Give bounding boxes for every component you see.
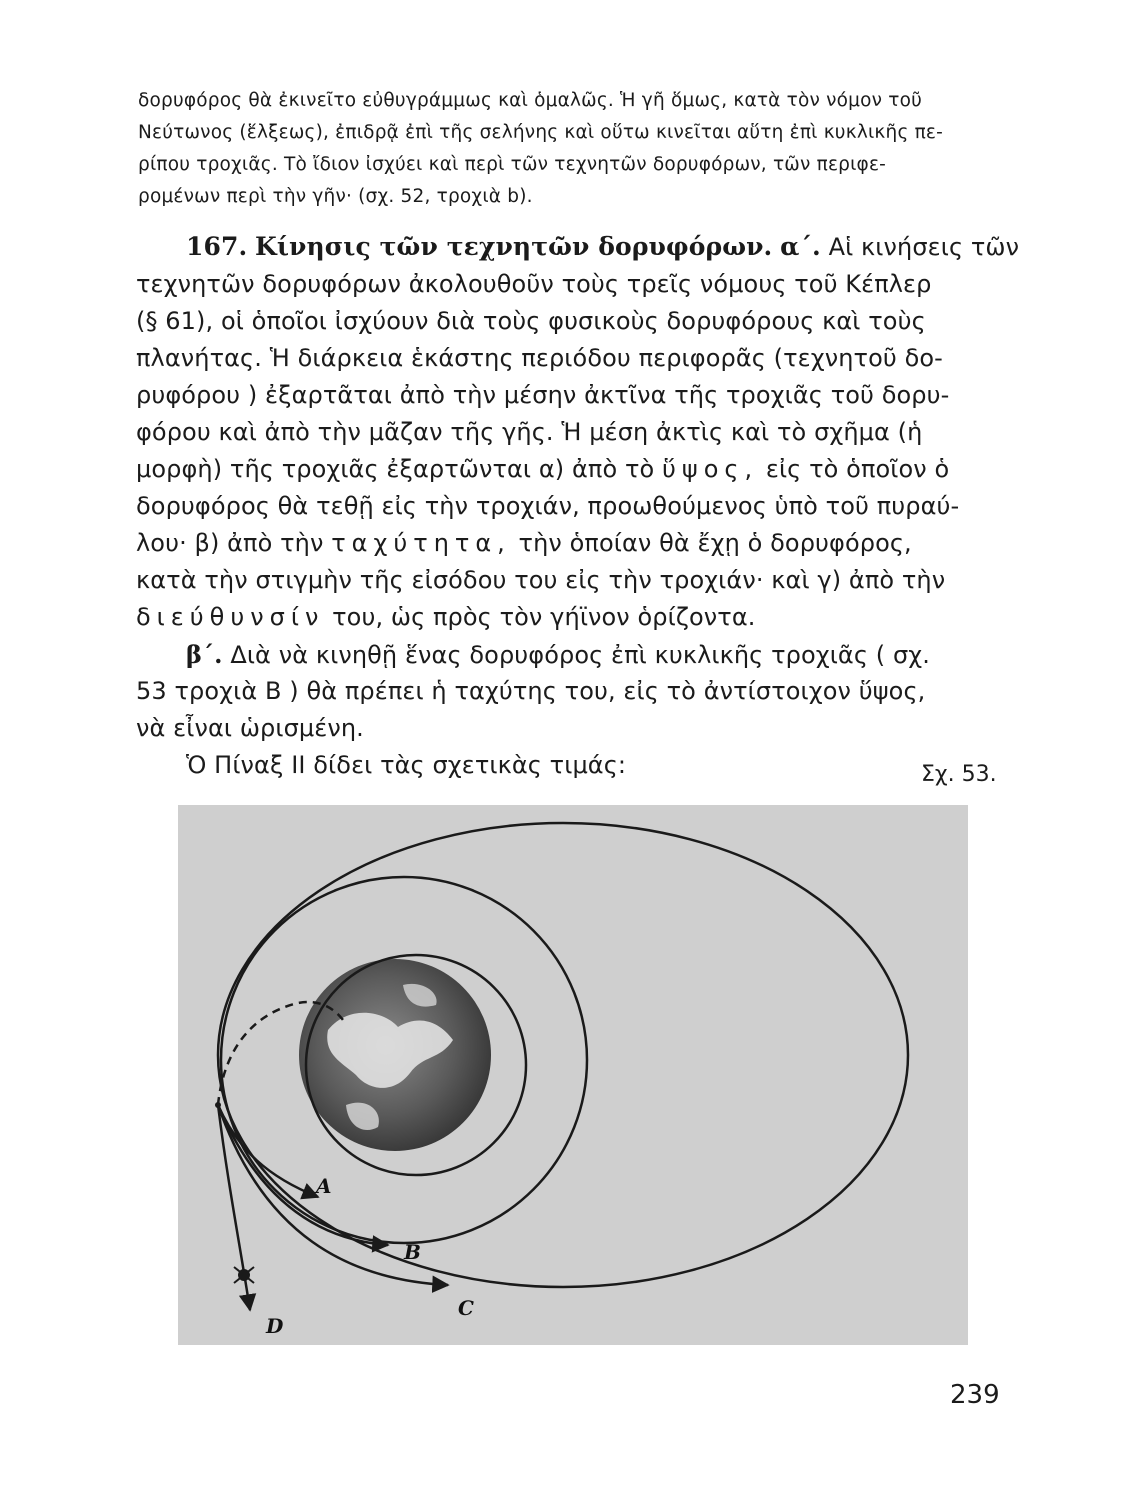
label-orbit-b: B	[404, 1240, 421, 1264]
body-line-11-b: του, ὡς πρὸς τὸν γήϊνον ὁρίζοντα.	[324, 603, 756, 631]
body-line-7-c: εἰς τὸ ὁποῖον ὁ	[758, 455, 950, 483]
emphasis-height: ὕψος,	[662, 455, 759, 483]
part-b-marker: β΄.	[186, 640, 223, 669]
launch-point	[215, 1102, 221, 1108]
body-line-11	[136, 603, 756, 631]
body-line-9	[136, 529, 912, 557]
part-a-marker: α΄.	[780, 232, 821, 261]
body-line-10: κατὰ τὴν στιγμὴν τῆς εἰσόδου του εἰς τὴν τροχιάν· καὶ γ) ἀπὸ τὴν	[136, 566, 946, 594]
page-number: 239	[950, 1380, 1000, 1410]
body-line-2: τεχνητῶν δορυφόρων ἀκολουθοῦν τοὺς τρεῖς νόμους τοῦ Κέπλερ	[136, 270, 932, 298]
body-line-8: δορυφόρος θὰ τεθῇ εἰς τὴν τροχιάν, προωθούμενος ὑπὸ τοῦ πυραύ-	[136, 492, 960, 520]
figure-caption: Σχ. 53.	[921, 762, 997, 787]
intro-line-2: Νεύτωνος (ἕλξεως), ἐπιδρᾷ ἐπὶ τῆς σελήνης καὶ οὕτω κινεῖται αὕτη ἐπὶ κυκλικῆς πε-	[138, 122, 944, 143]
body-line-5: ρυφόρου ) ἐξαρτᾶται ἀπὸ τὴν μέσην ἀκτῖνα τῆς τροχιᾶς τοῦ δορυ-	[136, 381, 950, 409]
section-number: 167.	[186, 232, 248, 261]
orbit-figure	[178, 805, 968, 1345]
intro-line-3: ρίπου τροχιᾶς. Τὸ ἴδιον ἰσχύει καὶ περὶ τῶν τεχνητῶν δορυφόρων, τῶν περιφε-	[138, 154, 887, 175]
part-b-first-line-text: Διὰ νὰ κινηθῇ ἕνας δορυφόρος ἐπὶ κυκλικῆς τροχιᾶς ( σχ.	[222, 641, 930, 669]
part-b-line-3: νὰ εἶναι ὡρισμένη.	[136, 714, 364, 742]
part-b-line-2: 53 τροχιὰ Β ) θὰ πρέπει ἡ ταχύτης του, εἰς τὸ ἀντίστοιχον ὕψος,	[136, 677, 926, 705]
label-orbit-c: C	[458, 1296, 474, 1320]
label-orbit-a: A	[316, 1174, 332, 1198]
body-line-6: φόρου καὶ ἀπὸ τὴν μᾶζαν τῆς γῆς. Ἡ μέση ἀκτὶς καὶ τὸ σχῆμα (ἡ	[136, 418, 923, 446]
emphasis-speed: ταχύτητα,	[331, 529, 511, 557]
intro-line-4: ρομένων περὶ τὴν γῆν· (σχ. 52, τροχιὰ b).	[138, 186, 533, 207]
body-line-7-a: μορφὴ) τῆς τροχιᾶς ἐξαρτῶνται α) ἀπὸ τὸ	[136, 455, 663, 483]
emphasis-direction: διεύθυνσίν	[136, 603, 325, 631]
section-heading-line	[186, 232, 1019, 261]
table-reference-line: Ὁ Πίναξ ΙΙ δίδει τὰς σχετικὰς τιμάς:	[186, 751, 627, 779]
body-line-4: πλανήτας. Ἡ διάρκεια ἑκάστης περιόδου περιφορᾶς (τεχνητοῦ δο-	[136, 344, 943, 372]
part-b-first-line	[186, 640, 930, 669]
figure-background	[178, 805, 968, 1345]
body-line-7	[136, 455, 949, 483]
label-orbit-d: D	[266, 1314, 284, 1338]
intro-line-1: δορυφόρος θὰ ἐκινεῖτο εὐθυγράμμως καὶ ὁμαλῶς. Ἡ γῆ ὅμως, κατὰ τὸν νόμον τοῦ	[138, 90, 923, 111]
body-line-9-c: τὴν ὁποίαν θὰ ἔχῃ ὁ δορυφόρος,	[510, 529, 912, 557]
part-a-first-line-text: Αἱ κινήσεις τῶν	[828, 233, 1020, 261]
section-title: Κίνησις τῶν τεχνητῶν δορυφόρων.	[255, 232, 773, 261]
body-line-3: (§ 61), οἱ ὁποῖοι ἰσχύουν διὰ τοὺς φυσικοὺς δορυφόρους καὶ τοὺς	[136, 307, 926, 335]
earth-globe	[299, 959, 491, 1151]
body-line-9-a: λου· β) ἀπὸ τὴν	[136, 529, 332, 557]
